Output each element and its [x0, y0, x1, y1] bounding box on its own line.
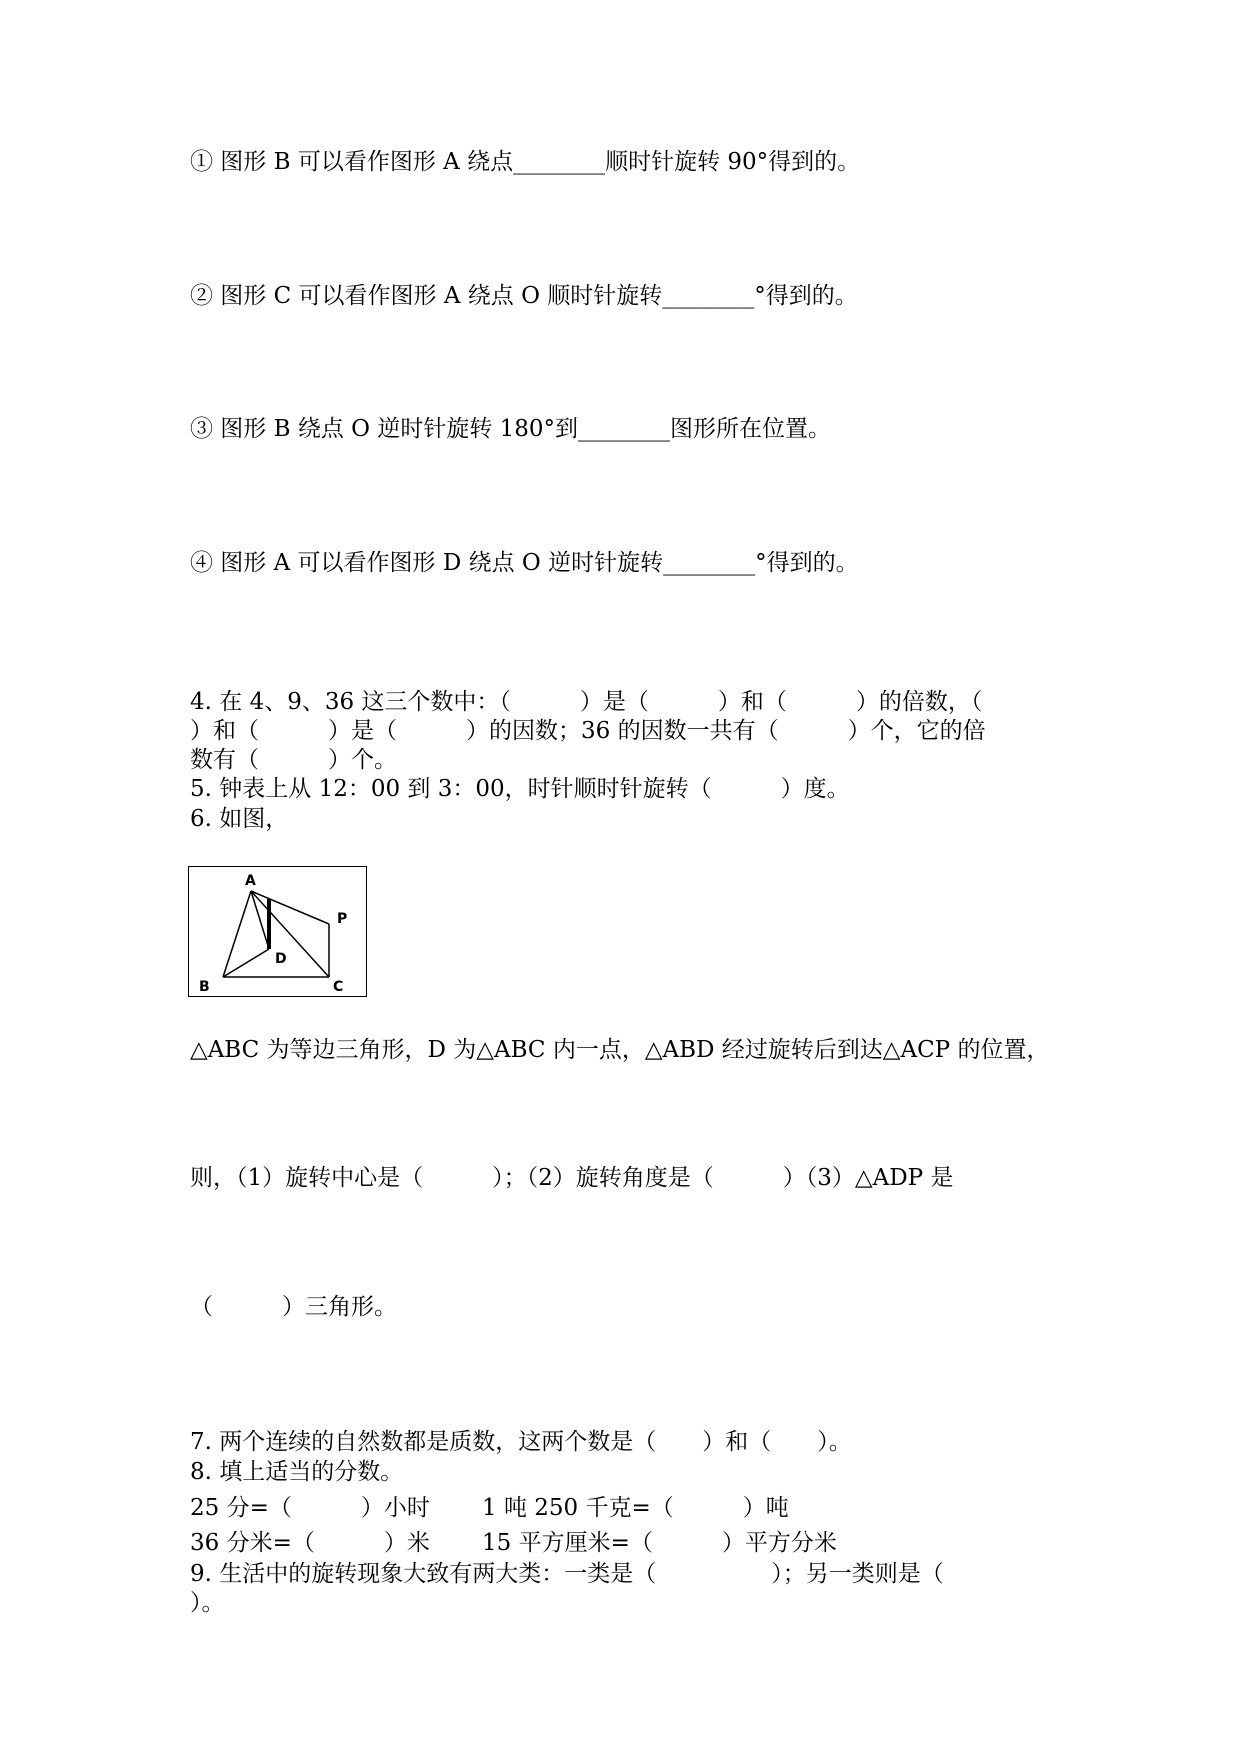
q6-statement: △ABC 为等边三角形，D 为△ABC 内一点，△ABD 经过旋转后到达△ACP 的位置， [190, 1037, 1050, 1063]
segment-ad-thin [251, 891, 269, 949]
q8-row2-left: 36 分米=（ ）米 [190, 1530, 430, 1556]
edge-ap [251, 891, 329, 924]
rotation-question-4: ④ 图形 A 可以看作图形 D 绕点 O 逆时针旋转________°得到的。 [190, 550, 859, 576]
label-c: C [333, 979, 344, 995]
triangle-diagram [189, 867, 368, 998]
q4-line-1: 4. 在 4、9、36 这三个数中：（ ）是（ ）和（ ）的倍数，（ [190, 689, 983, 715]
rotation-question-2: ② 图形 C 可以看作图形 A 绕点 O 顺时针旋转________°得到的。 [190, 283, 858, 309]
q6-ending: （ ）三角形。 [190, 1294, 397, 1320]
q5-text: 5. 钟表上从 12：00 到 3：00，时针顺时针旋转（ ）度。 [190, 776, 850, 802]
triangle-figure [188, 866, 367, 997]
q7-text: 7. 两个连续的自然数都是质数，这两个数是（ ）和（ ）。 [190, 1429, 852, 1455]
label-p: P [337, 911, 348, 927]
q8-row1-right: 1 吨 250 千克=（ ）吨 [482, 1495, 789, 1521]
label-b: B [199, 979, 210, 995]
q8-row1-left: 25 分=（ ）小时 [190, 1495, 430, 1521]
edge-ab [223, 891, 251, 977]
rotation-question-1: ① 图形 B 可以看作图形 A 绕点________顺时针旋转 90°得到的。 [190, 149, 861, 175]
q8-title: 8. 填上适当的分数。 [190, 1459, 404, 1485]
q6-questions: 则，（1）旋转中心是（ ）；（2）旋转角度是（ ）（3）△ADP 是 [190, 1165, 954, 1191]
rotation-question-3: ③ 图形 B 绕点 O 逆时针旋转 180°到________图形所在位置。 [190, 416, 832, 442]
q9-line-2: ）。 [190, 1590, 225, 1616]
q6-intro: 6. 如图， [190, 806, 289, 832]
q4-line-2: ）和（ ）是（ ）的因数；36 的因数一共有（ ）个，它的倍 [190, 718, 986, 744]
label-d: D [275, 951, 287, 967]
q9-line-1: 9. 生活中的旋转现象大致有两大类：一类是（ ）；另一类则是（ [190, 1561, 944, 1587]
edge-ac [251, 891, 329, 977]
label-a: A [245, 873, 256, 889]
q4-line-3: 数有（ ）个。 [190, 747, 397, 773]
q8-row2-right: 15 平方厘米=（ ）平方分米 [482, 1530, 837, 1556]
segment-bd [223, 949, 269, 977]
